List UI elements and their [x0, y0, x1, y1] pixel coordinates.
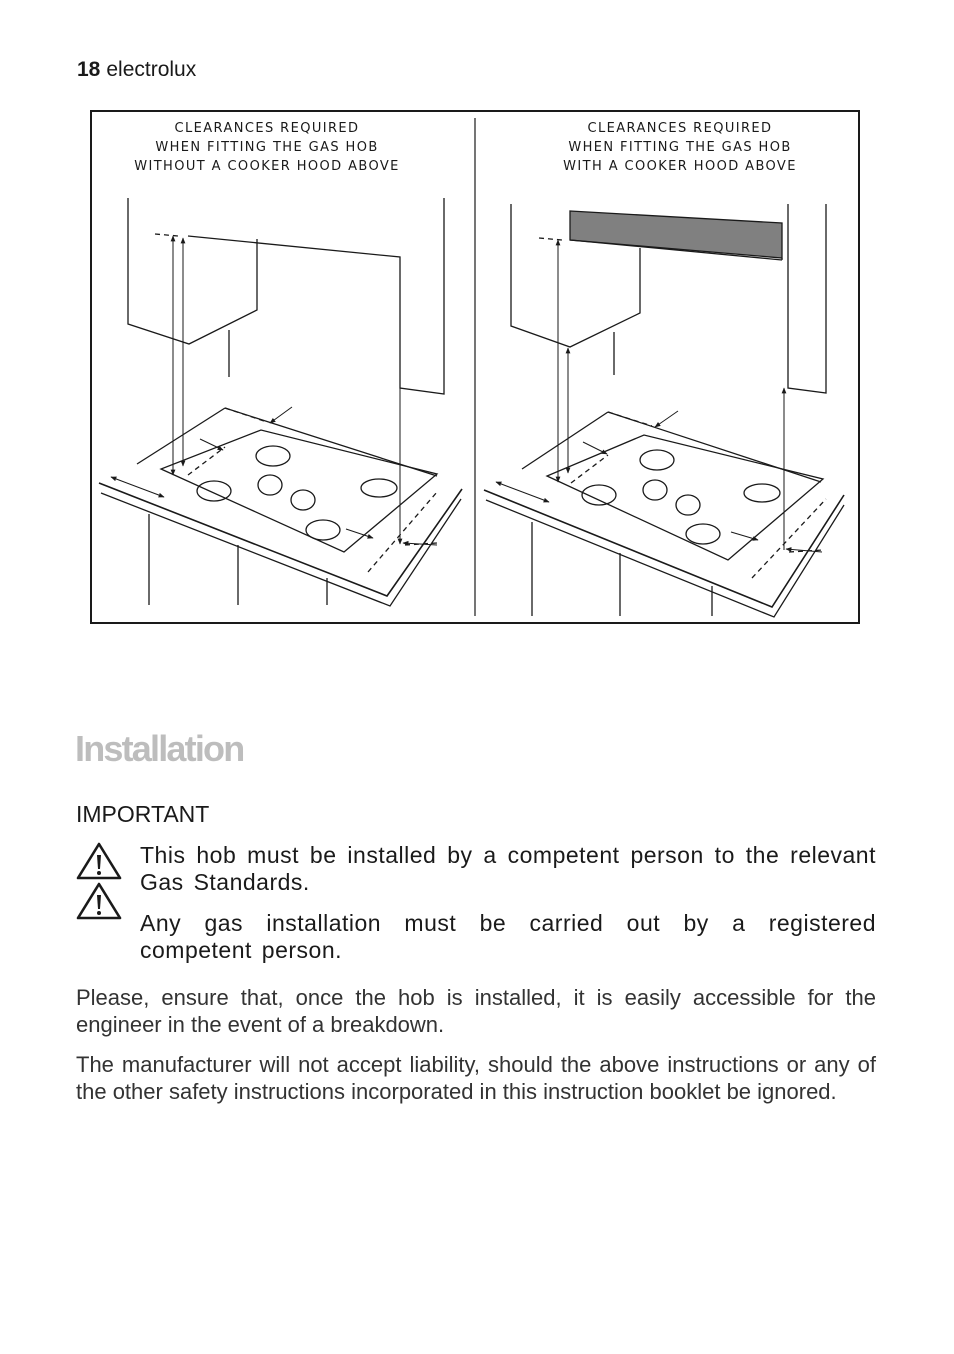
left-panel-drawing	[99, 198, 462, 606]
warning-text-1: This hob must be installed by a competent person to the relevant Gas Standards.	[140, 842, 876, 895]
right-caption: CLEARANCES REQUIRED WHEN FITTING THE GAS HOB WITH A COOKER HOOD ABOVE	[563, 121, 797, 174]
brand-name: electrolux	[106, 58, 197, 81]
section-title: Installation	[75, 728, 244, 769]
right-back-edge	[608, 412, 821, 482]
left-caption: CLEARANCES REQUIRED WHEN FITTING THE GAS HOB WITHOUT A COOKER HOOD ABOVE	[134, 121, 400, 174]
right-burner-5	[744, 484, 780, 502]
right-burner-4	[676, 495, 700, 515]
left-burner-5	[361, 479, 397, 497]
important-label: IMPORTANT	[76, 801, 210, 827]
right-burner-6	[686, 524, 720, 544]
paragraph-liability: The manufacturer will not accept liability, should the above instructions or any of the other safety instructions incorporated in this instruction booklet be ignored.	[76, 1052, 876, 1104]
left-burner-1	[256, 446, 290, 466]
page-header	[77, 58, 196, 82]
right-burner-1	[640, 450, 674, 470]
right-wall-cabinet-right	[782, 204, 826, 393]
paragraph-accessibility: Please, ensure that, once the hob is installed, it is easily accessible for the engineer in the event of a breakdown.	[76, 985, 876, 1037]
clearance-figure	[90, 110, 860, 624]
page-number: 18	[77, 58, 101, 81]
left-wall-cabinet-right	[188, 198, 444, 394]
clearance-diagram	[92, 112, 858, 622]
right-burner-3	[643, 480, 667, 500]
warning-triangle-icon	[76, 882, 122, 920]
warning-text-2: Any gas installation must be carried out by a registered competent person.	[140, 910, 876, 963]
right-panel-drawing	[484, 204, 844, 617]
left-burner-2	[197, 481, 231, 501]
cooker-hood	[570, 211, 782, 258]
warning-triangle-icon	[76, 842, 122, 880]
left-burner-4	[291, 490, 315, 510]
left-burner-6	[306, 520, 340, 540]
left-burner-3	[258, 475, 282, 495]
left-wall-cabinet-left	[128, 198, 257, 344]
